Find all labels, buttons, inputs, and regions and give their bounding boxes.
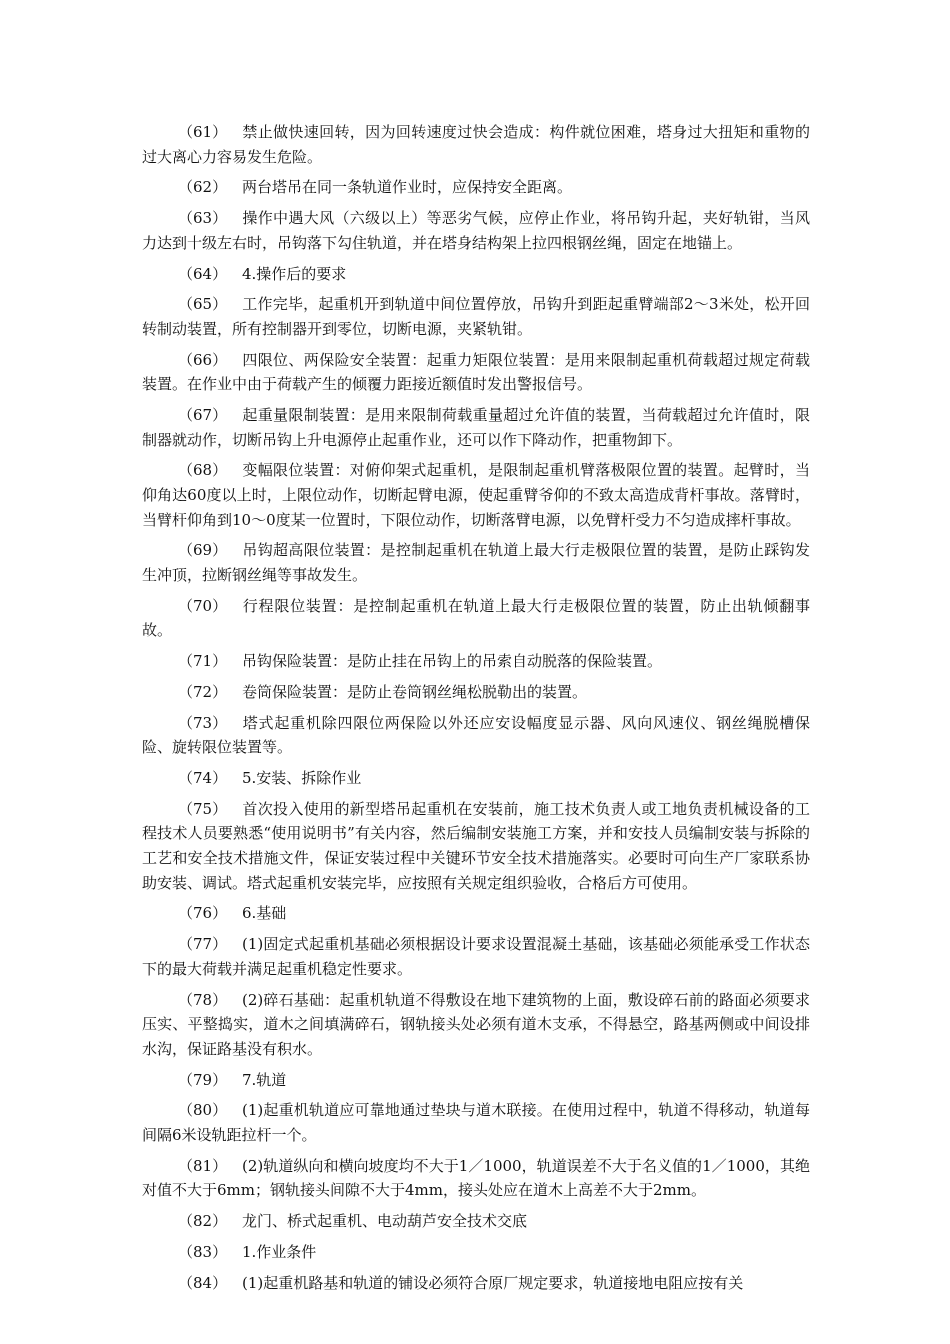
paragraph-text: 四限位、两保险安全装置：起重力矩限位装置：是用来限制起重机荷载超过规定荷载装置。在作业中由于荷载产生的倾覆力距接近额值时发出警报信号。	[142, 350, 810, 394]
paragraph-number: （67）	[178, 406, 228, 425]
paragraph-83	[142, 1240, 810, 1265]
paragraph-text: 行程限位装置：是控制起重机在轨道上最大行走极限位置的装置，防止出轨倾翻事故。	[142, 596, 810, 640]
paragraph-text: 首次投入使用的新型塔吊起重机在安装前，施工技术负责人或工地负责机械设备的工程技术人员要熟悉“使用说明书”有关内容，然后编制安装施工方案，并和安技人员编制安装与拆除的工艺和安全技术措施文件，保证安装过程中关键环节安全技术措施落实。必要时可向生产厂家联系协助安装、调试。塔式起重机安装完毕，应按照有关规定组织验收，合格后方可使用。	[142, 799, 810, 892]
paragraph-number: （63）	[178, 209, 228, 228]
paragraph-number: （62）	[178, 178, 228, 197]
paragraph-71	[142, 649, 810, 674]
paragraph-84	[142, 1271, 810, 1296]
section-heading: 4.操作后的要求	[242, 264, 347, 283]
paragraph-65	[142, 292, 810, 341]
paragraph-81	[142, 1154, 810, 1203]
document-body	[142, 120, 810, 1301]
paragraph-78	[142, 988, 810, 1062]
paragraph-63	[142, 206, 810, 255]
section-heading: 5.安装、拆除作业	[242, 769, 362, 788]
paragraph-75	[142, 797, 810, 895]
paragraph-72	[142, 680, 810, 705]
paragraph-text: (2)碎石基础：起重机轨道不得敷设在地下建筑物的上面，敷设碎石前的路面必须要求压实、平整捣实，道木之间填满碎石，钢轨接头处必须有道木支承，不得悬空，路基两侧或中间设排水沟，保证路基没有积水。	[142, 990, 810, 1058]
paragraph-number: （77）	[178, 935, 228, 954]
paragraph-66	[142, 348, 810, 397]
paragraph-73	[142, 711, 810, 760]
paragraph-82	[142, 1209, 810, 1234]
paragraph-text: (1)固定式起重机基础必须根据设计要求设置混凝土基础，该基础必须能承受工作状态下的最大荷载并满足起重机稳定性要求。	[142, 935, 810, 978]
paragraph-text: (1)起重机轨道应可靠地通过垫块与道木联接。在使用过程中，轨道不得移动，轨道每间隔6米设轨距拉杆一个。	[142, 1101, 810, 1144]
paragraph-number: （78）	[178, 990, 228, 1009]
paragraph-number: （74）	[178, 769, 228, 788]
section-heading: 1.作业条件	[242, 1242, 317, 1261]
section-heading: 龙门、桥式起重机、电动葫芦安全技术交底	[242, 1212, 528, 1231]
paragraph-number: （72）	[178, 682, 228, 701]
paragraph-69	[142, 538, 810, 587]
paragraph-text: 吊钩超高限位装置：是控制起重机在轨道上最大行走极限位置的装置，是防止踩钩发生冲顶，拉断钢丝绳等事故发生。	[142, 541, 810, 584]
paragraph-61	[142, 120, 810, 169]
paragraph-67	[142, 403, 810, 452]
paragraph-text: 禁止做快速回转，因为回转速度过快会造成：构件就位困难，塔身过大扭矩和重物的过大离心力容易发生危险。	[142, 123, 810, 166]
paragraph-number: （71）	[178, 652, 228, 671]
paragraph-number: （65）	[178, 295, 228, 314]
paragraph-79	[142, 1068, 810, 1093]
paragraph-text: 卷筒保险装置：是防止卷筒钢丝绳松脱勒出的装置。	[242, 682, 588, 701]
paragraph-number: （64）	[178, 264, 228, 283]
paragraph-text: 变幅限位装置：对俯仰架式起重机，是限制起重机臂落极限位置的装置。起臂时，当仰角达60度以上时，上限位动作，切断起臂电源，使起重臂爷仰的不致太高造成背杆事故。落臂时，当臂杆仰角到10～0度某一位置时，下限位动作，切断落臂电源，以免臂杆受力不匀造成摔杆事故。	[142, 461, 810, 529]
paragraph-text: (2)轨道纵向和横向坡度均不大于1／1000，轨道误差不大于名义值的1／1000，其绝对值不大于6mm；钢轨接头间隙不大于4mm，接头处应在道木上高差不大于2mm。	[142, 1156, 810, 1200]
paragraph-77	[142, 932, 810, 981]
paragraph-number: （83）	[178, 1242, 228, 1261]
paragraph-80	[142, 1098, 810, 1147]
paragraph-number: （81）	[178, 1156, 228, 1175]
paragraph-text: 操作中遇大风（六级以上）等恶劣气候，应停止作业，将吊钩升起，夹好轨钳，当风力达到十级左右时，吊钩落下勾住轨道，并在塔身结构架上拉四根钢丝绳，固定在地锚上。	[142, 209, 810, 252]
paragraph-number: （80）	[178, 1101, 228, 1120]
paragraph-number: （79）	[178, 1070, 228, 1089]
section-heading: 7.轨道	[242, 1070, 287, 1089]
section-heading: 6.基础	[242, 904, 287, 923]
paragraph-number: （84）	[178, 1273, 228, 1292]
paragraph-text: 起重量限制装置：是用来限制荷载重量超过允许值的装置，当荷载超过允许值时，限制器就动作，切断吊钩上升电源停止起重作业，还可以作下降动作，把重物卸下。	[142, 406, 810, 449]
paragraph-76	[142, 901, 810, 926]
paragraph-text: 工作完毕，起重机开到轨道中间位置停放，吊钩升到距起重臂端部2～3米处，松开回转制动装置，所有控制器开到零位，切断电源，夹紧轨钳。	[142, 295, 810, 338]
paragraph-text: 塔式起重机除四限位两保险以外还应安设幅度显示器、风向风速仪、钢丝绳脱槽保险、旋转限位装置等。	[142, 713, 810, 757]
paragraph-74	[142, 766, 810, 791]
paragraph-text: 两台塔吊在同一条轨道作业时，应保持安全距离。	[242, 178, 573, 197]
paragraph-number: （68）	[178, 461, 228, 480]
paragraph-number: （61）	[178, 123, 228, 141]
paragraph-68	[142, 458, 810, 532]
paragraph-number: （66）	[178, 350, 228, 369]
paragraph-64	[142, 262, 810, 287]
paragraph-number: （73）	[178, 713, 228, 732]
paragraph-number: （69）	[178, 541, 228, 560]
paragraph-number: （70）	[178, 596, 228, 615]
paragraph-number: （75）	[178, 799, 228, 818]
paragraph-number: （76）	[178, 904, 228, 923]
paragraph-text: 吊钩保险装置：是防止挂在吊钩上的吊索自动脱落的保险装置。	[242, 652, 663, 671]
paragraph-number: （82）	[178, 1212, 228, 1231]
paragraph-62	[142, 175, 810, 200]
paragraph-text: (1)起重机路基和轨道的铺设必须符合原厂规定要求，轨道接地电阻应按有关	[242, 1273, 744, 1292]
paragraph-70	[142, 594, 810, 643]
